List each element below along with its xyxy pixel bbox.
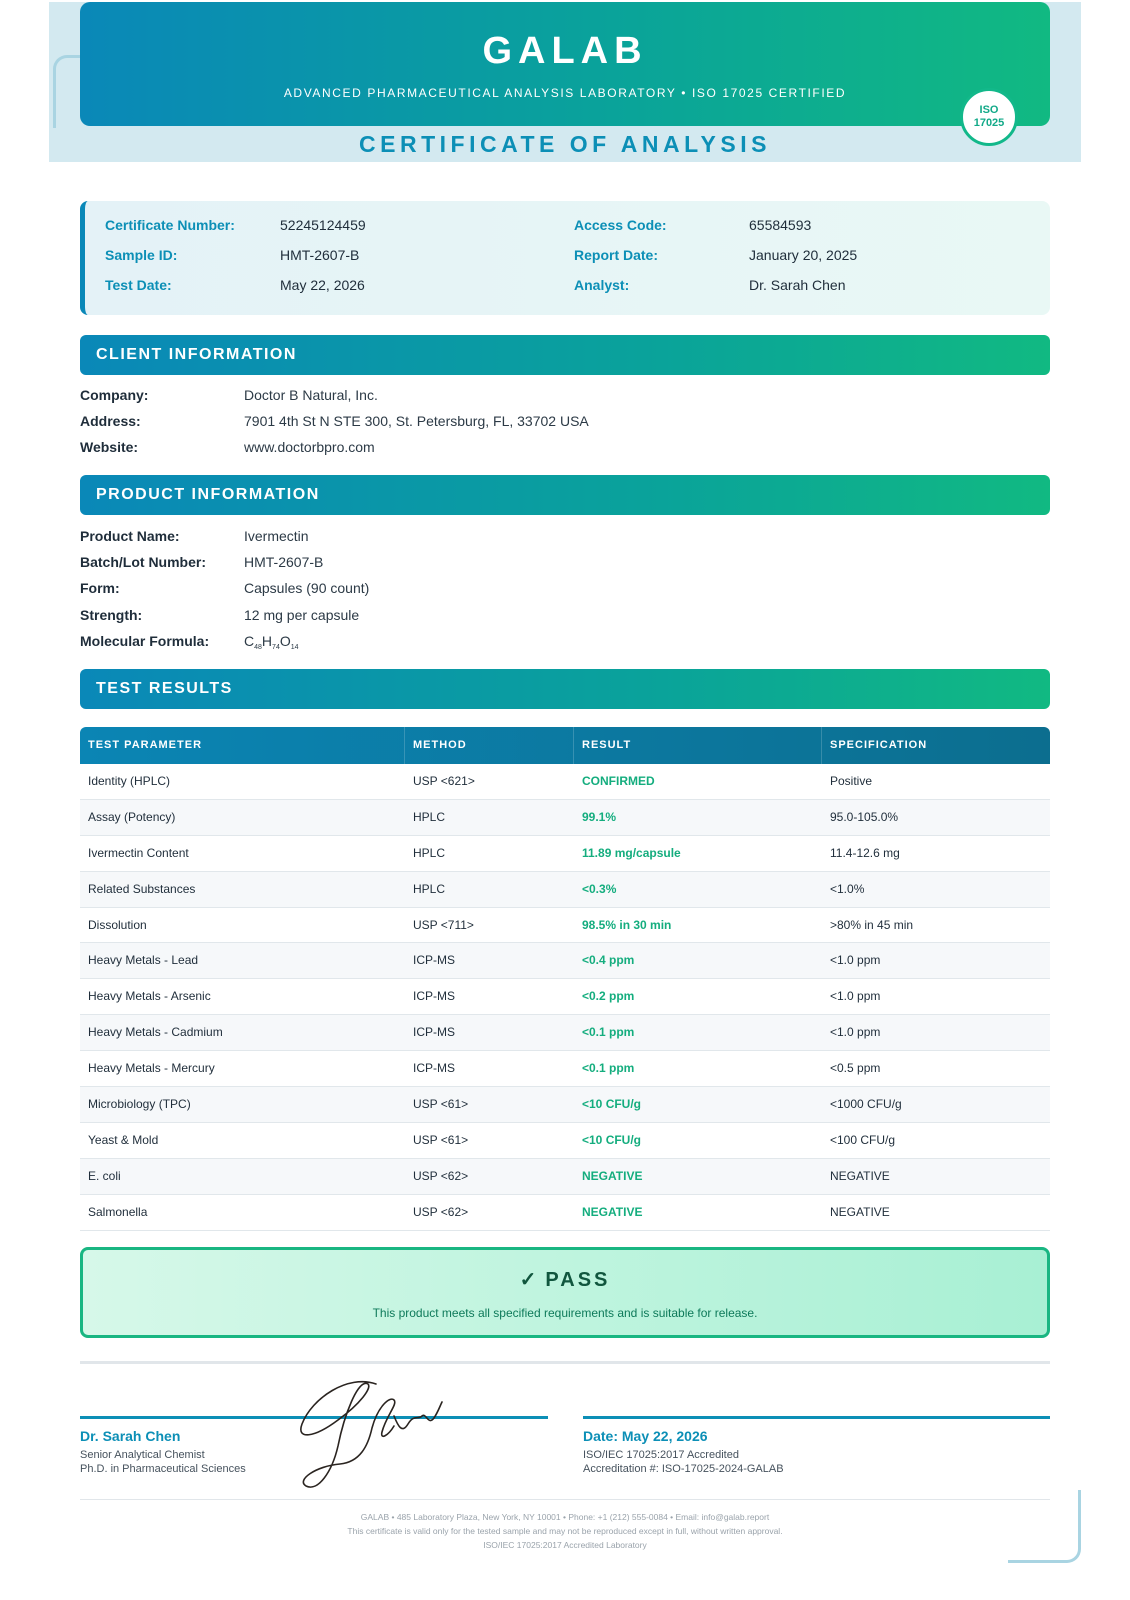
test-specification: <0.5 ppm bbox=[830, 1061, 881, 1076]
test-result: CONFIRMED bbox=[582, 774, 655, 788]
date-line bbox=[583, 1416, 1050, 1419]
field-value: 12 mg per capsule bbox=[244, 607, 360, 623]
report-date-label: Report Date: bbox=[574, 247, 659, 263]
test-result: <0.3% bbox=[582, 881, 617, 896]
field-label: Product Name: bbox=[80, 528, 180, 544]
test-method: USP <621> bbox=[413, 774, 475, 788]
handwritten-signature bbox=[298, 1376, 444, 1494]
test-parameter: Heavy Metals - Cadmium bbox=[88, 1025, 223, 1040]
test-parameter: Dissolution bbox=[88, 917, 147, 932]
test-method: USP <61> bbox=[413, 1132, 469, 1147]
test-specification: Positive bbox=[830, 774, 873, 788]
footer-contact: GALAB • 485 Laboratory Plaza, New York, NY 10001 • Phone: +1 (212) 555-0084 • Email: info@galab.report bbox=[360, 1512, 770, 1522]
test-specification: >80% in 45 min bbox=[830, 917, 914, 932]
test-method: USP <62> bbox=[413, 1168, 469, 1183]
test-parameter: Heavy Metals - Lead bbox=[88, 953, 199, 968]
test-method: ICP-MS bbox=[413, 953, 455, 968]
column-header: METHOD bbox=[405, 727, 574, 764]
report-date: January 20, 2025 bbox=[749, 247, 858, 263]
test-result: NEGATIVE bbox=[582, 1168, 643, 1183]
test-result: 11.89 mg/capsule bbox=[582, 845, 681, 860]
signoff-date: Date: May 22, 2026 bbox=[583, 1428, 708, 1444]
lab-tagline: ADVANCED PHARMACEUTICAL ANALYSIS LABORATORY • ISO 17025 CERTIFIED bbox=[283, 86, 847, 100]
verdict-title bbox=[83, 1267, 1047, 1292]
analyst: Dr. Sarah Chen bbox=[749, 277, 846, 293]
signatory-role: Senior Analytical Chemist bbox=[80, 1449, 205, 1461]
table-row bbox=[80, 800, 1050, 836]
test-result: <10 CFU/g bbox=[582, 1132, 642, 1147]
sample-id-label: Sample ID: bbox=[105, 247, 178, 263]
product-info-heading: PRODUCT INFORMATION bbox=[80, 475, 1050, 515]
table-row bbox=[80, 836, 1050, 872]
client-address-row bbox=[80, 413, 1050, 435]
test-specification: <1.0 ppm bbox=[830, 953, 881, 968]
client-website-row bbox=[80, 439, 1050, 461]
test-specification: NEGATIVE bbox=[830, 1204, 890, 1219]
iso-seal-line2: 17025 bbox=[973, 117, 1005, 129]
field-value: Doctor B Natural, Inc. bbox=[244, 387, 378, 403]
molecular-formula: $C_{48}H_{74}O_{14}$ bbox=[244, 633, 299, 651]
test-parameter: Heavy Metals - Arsenic bbox=[88, 989, 211, 1004]
molecular-formula-row bbox=[80, 633, 1050, 655]
test-specification: <1.0 ppm bbox=[830, 989, 881, 1004]
test-method: ICP-MS bbox=[413, 1025, 455, 1040]
strength-row bbox=[80, 607, 1050, 629]
test-parameter: E. coli bbox=[88, 1168, 121, 1183]
check-icon: ✓ bbox=[519, 1269, 540, 1291]
field-label: Company: bbox=[80, 387, 149, 403]
field-value: Ivermectin bbox=[244, 528, 309, 544]
test-parameter: Related Substances bbox=[88, 881, 196, 896]
column-header: SPECIFICATION bbox=[830, 739, 928, 751]
test-specification: <1000 CFU/g bbox=[830, 1097, 902, 1112]
footer-accreditation: ISO/IEC 17025:2017 Accredited Laboratory bbox=[483, 1540, 647, 1550]
test-method: ICP-MS bbox=[413, 1061, 455, 1076]
table-row bbox=[80, 764, 1050, 800]
accreditation-number: Accreditation #: ISO-17025-2024-GALAB bbox=[583, 1463, 784, 1475]
test-result: <0.4 ppm bbox=[582, 953, 635, 968]
lab-brand: GALAB bbox=[482, 30, 648, 72]
signatory-name: Dr. Sarah Chen bbox=[80, 1428, 181, 1444]
test-parameter: Yeast & Mold bbox=[88, 1132, 159, 1147]
test-specification: 95.0-105.0% bbox=[830, 809, 899, 824]
table-row bbox=[80, 1123, 1050, 1159]
test-method: HPLC bbox=[413, 845, 446, 860]
field-value: 7901 4th St N STE 300, St. Petersburg, FL, 33702 USA bbox=[244, 413, 589, 429]
test-specification: <1.0% bbox=[830, 881, 865, 896]
verdict-message: This product meets all specified requirements and is suitable for release. bbox=[372, 1306, 758, 1320]
test-result: 98.5% in 30 min bbox=[582, 917, 672, 932]
table-row bbox=[80, 979, 1050, 1015]
test-specification: 11.4-12.6 mg bbox=[830, 845, 900, 860]
certificate-meta bbox=[80, 201, 1050, 315]
table-row bbox=[80, 1015, 1050, 1051]
form-row bbox=[80, 580, 1050, 602]
footer-divider bbox=[80, 1499, 1050, 1500]
analyst-label: Analyst: bbox=[574, 277, 630, 293]
product-name-row bbox=[80, 528, 1050, 550]
signatory-degree: Ph.D. in Pharmaceutical Sciences bbox=[80, 1463, 246, 1475]
test-specification: <100 CFU/g bbox=[830, 1132, 896, 1147]
test-result: NEGATIVE bbox=[582, 1204, 643, 1219]
test-result: 99.1% bbox=[582, 809, 617, 824]
table-row bbox=[80, 1087, 1050, 1123]
test-method: USP <61> bbox=[413, 1097, 469, 1112]
access-code: 65584593 bbox=[749, 217, 812, 233]
test-method: ICP-MS bbox=[413, 989, 455, 1004]
column-header: TEST PARAMETER bbox=[80, 727, 405, 764]
field-label: Batch/Lot Number: bbox=[80, 554, 206, 570]
test-method: USP <711> bbox=[413, 917, 474, 932]
test-parameter: Heavy Metals - Mercury bbox=[88, 1061, 215, 1076]
test-results-heading: TEST RESULTS bbox=[80, 669, 1050, 709]
table-header bbox=[80, 727, 1050, 764]
table-row bbox=[80, 908, 1050, 944]
column-header: RESULT bbox=[574, 727, 822, 764]
table-body bbox=[80, 764, 1050, 1231]
table-row bbox=[80, 1195, 1050, 1231]
footer-disclaimer: This certificate is valid only for the tested sample and may not be reproduced except in full, without written approval. bbox=[347, 1526, 783, 1536]
field-label: Molecular Formula: bbox=[80, 633, 210, 649]
table-row bbox=[80, 1051, 1050, 1087]
client-info-heading: CLIENT INFORMATION bbox=[80, 335, 1050, 375]
field-label: Strength: bbox=[80, 607, 143, 623]
table-row bbox=[80, 943, 1050, 979]
verdict-label: PASS bbox=[545, 1269, 611, 1291]
field-value: www.doctorbpro.com bbox=[244, 439, 375, 455]
certificate-number-label: Certificate Number: bbox=[105, 217, 235, 233]
test-result: <0.1 ppm bbox=[582, 1025, 635, 1040]
field-label: Form: bbox=[80, 580, 120, 596]
test-specification: <1.0 ppm bbox=[830, 1025, 881, 1040]
test-parameter: Ivermectin Content bbox=[88, 845, 189, 860]
table-row bbox=[80, 1159, 1050, 1195]
table-row bbox=[80, 872, 1050, 908]
field-value: Capsules (90 count) bbox=[244, 580, 370, 596]
section-divider bbox=[80, 1361, 1050, 1364]
test-result: <10 CFU/g bbox=[582, 1097, 642, 1112]
accreditation: ISO/IEC 17025:2017 Accredited bbox=[583, 1449, 739, 1461]
results-table bbox=[80, 727, 1050, 1231]
field-label: Website: bbox=[80, 439, 139, 455]
certificate-number: 52245124459 bbox=[280, 217, 366, 233]
client-company-row bbox=[80, 387, 1050, 409]
lab-header bbox=[80, 2, 1050, 126]
test-parameter: Assay (Potency) bbox=[88, 809, 176, 824]
field-label: Address: bbox=[80, 413, 141, 429]
test-method: HPLC bbox=[413, 881, 446, 896]
pass-verdict bbox=[80, 1247, 1050, 1338]
test-method: HPLC bbox=[413, 809, 446, 824]
field-value: HMT-2607-B bbox=[244, 554, 324, 570]
test-parameter: Salmonella bbox=[88, 1204, 148, 1219]
document-title: CERTIFICATE OF ANALYSIS bbox=[359, 131, 771, 157]
corner-decoration bbox=[53, 55, 82, 128]
test-parameter: Identity (HPLC) bbox=[88, 774, 171, 788]
test-date: May 22, 2026 bbox=[280, 277, 365, 293]
test-parameter: Microbiology (TPC) bbox=[88, 1097, 191, 1112]
test-result: <0.1 ppm bbox=[582, 1061, 635, 1076]
test-result: <0.2 ppm bbox=[582, 989, 635, 1004]
batch-number-row bbox=[80, 554, 1050, 576]
sample-id: HMT-2607-B bbox=[280, 247, 360, 263]
test-method: USP <62> bbox=[413, 1204, 469, 1219]
test-date-label: Test Date: bbox=[105, 277, 172, 293]
access-code-label: Access Code: bbox=[574, 217, 667, 233]
iso-seal-line1: ISO bbox=[979, 104, 999, 116]
corner-decoration bbox=[1008, 1490, 1081, 1563]
test-specification: NEGATIVE bbox=[830, 1168, 890, 1183]
